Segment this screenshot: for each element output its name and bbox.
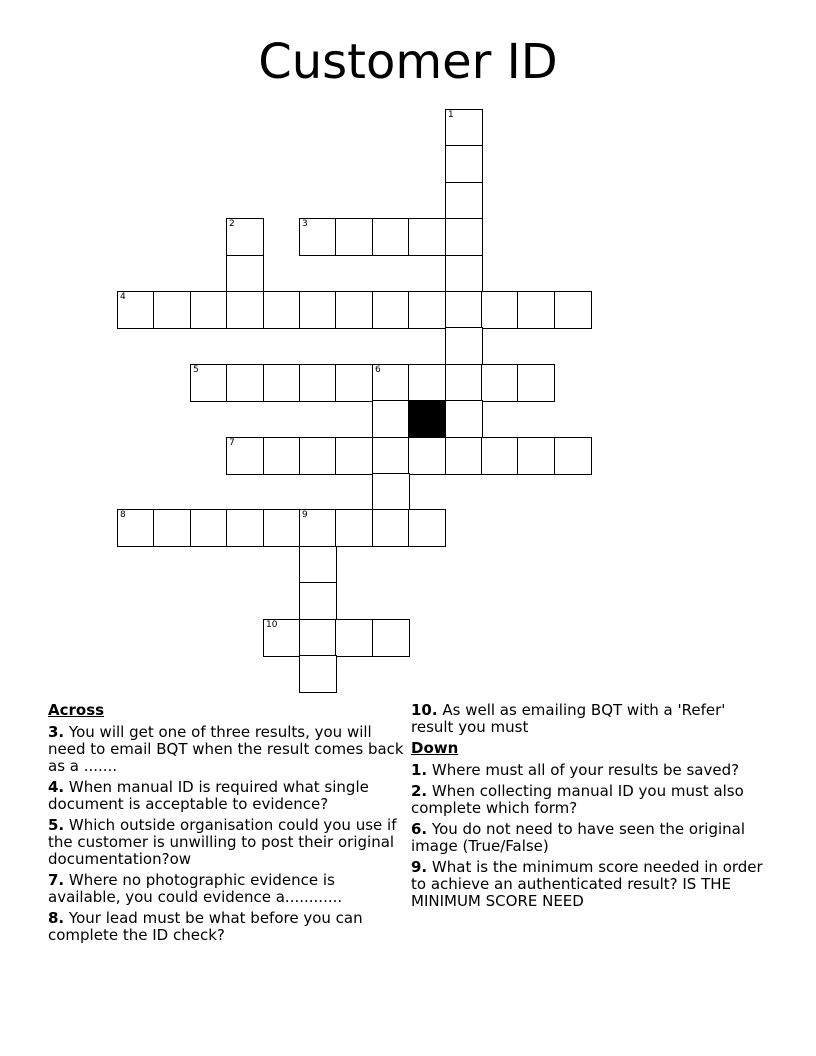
clue-number: 10. — [411, 701, 438, 719]
across-clue-8 — [48, 910, 408, 944]
clue-text: When collecting manual ID you must also complete which form? — [411, 782, 744, 817]
clue-number: 4. — [48, 778, 65, 796]
clue-number: 1. — [411, 761, 428, 779]
grid-cell[interactable] — [299, 437, 337, 475]
cell-number: 7 — [229, 438, 235, 448]
grid-cell[interactable] — [372, 619, 410, 657]
numbered-cell[interactable] — [299, 509, 337, 547]
grid-cell[interactable] — [445, 145, 483, 183]
grid-cell[interactable] — [554, 291, 592, 329]
clue-text: As well as emailing BQT with a 'Refer' result you must — [411, 701, 726, 736]
across-clue-10 — [411, 702, 771, 736]
grid-cell[interactable] — [372, 291, 410, 329]
grid-cell[interactable] — [335, 619, 373, 657]
clue-number: 9. — [411, 858, 428, 876]
cell-number: 5 — [193, 365, 199, 375]
grid-cell[interactable] — [445, 291, 483, 329]
cell-number: 8 — [120, 510, 126, 520]
numbered-cell[interactable] — [117, 291, 155, 329]
numbered-cell[interactable] — [263, 619, 301, 657]
grid-cell[interactable] — [445, 255, 483, 293]
grid-cell[interactable] — [445, 364, 483, 402]
grid-cell[interactable] — [335, 291, 373, 329]
clue-text: You will get one of three results, you will need to email BQT when the result comes back as a ....... — [48, 723, 404, 775]
grid-cell[interactable] — [299, 291, 337, 329]
cell-number: 6 — [375, 365, 381, 375]
grid-cell[interactable] — [408, 437, 446, 475]
numbered-cell[interactable] — [445, 109, 483, 147]
grid-cell[interactable] — [408, 364, 446, 402]
grid-cell[interactable] — [445, 182, 483, 220]
grid-cell[interactable] — [299, 546, 337, 584]
clue-text: When manual ID is required what single document is acceptable to evidence? — [48, 778, 369, 813]
numbered-cell[interactable] — [299, 218, 337, 256]
grid-cell[interactable] — [445, 400, 483, 438]
down-heading: Down — [411, 739, 459, 757]
grid-cell[interactable] — [226, 291, 264, 329]
clues-column-right — [411, 702, 771, 914]
clue-text: Your lead must be what before you can complete the ID check? — [48, 909, 363, 944]
grid-cell[interactable] — [408, 218, 446, 256]
cell-number: 4 — [120, 292, 126, 302]
cell-number: 9 — [302, 510, 308, 520]
cell-number: 3 — [302, 219, 308, 229]
grid-cell[interactable] — [517, 437, 555, 475]
grid-cell[interactable] — [481, 437, 519, 475]
grid-cell[interactable] — [481, 364, 519, 402]
numbered-cell[interactable] — [117, 509, 155, 547]
clue-number: 3. — [48, 723, 65, 741]
grid-cell[interactable] — [226, 255, 264, 293]
across-clue-7 — [48, 872, 408, 906]
numbered-cell[interactable] — [372, 364, 410, 402]
black-square — [408, 400, 446, 438]
grid-cell[interactable] — [190, 509, 228, 547]
clues-column-left — [48, 702, 408, 948]
grid-cell[interactable] — [299, 619, 337, 657]
clue-text: Where no photographic evidence is available, you could evidence a............ — [48, 871, 343, 906]
clue-text: Where must all of your results be saved? — [431, 761, 740, 779]
grid-cell[interactable] — [372, 437, 410, 475]
grid-cell[interactable] — [372, 218, 410, 256]
grid-cell[interactable] — [263, 437, 301, 475]
grid-cell[interactable] — [408, 509, 446, 547]
clue-number: 7. — [48, 871, 65, 889]
puzzle-title: Customer ID — [258, 34, 558, 90]
clue-text: What is the minimum score needed in order to achieve an authenticated result? IS THE MINIMUM SCORE NEED — [411, 858, 763, 910]
grid-cell[interactable] — [554, 437, 592, 475]
grid-cell[interactable] — [226, 509, 264, 547]
grid-cell[interactable] — [299, 364, 337, 402]
grid-cell[interactable] — [299, 582, 337, 620]
grid-cell[interactable] — [299, 655, 337, 693]
grid-cell[interactable] — [226, 364, 264, 402]
grid-cell[interactable] — [335, 218, 373, 256]
across-clue-3 — [48, 724, 408, 775]
grid-cell[interactable] — [190, 291, 228, 329]
grid-cell[interactable] — [372, 509, 410, 547]
grid-cell[interactable] — [372, 400, 410, 438]
grid-cell[interactable] — [153, 291, 191, 329]
numbered-cell[interactable] — [226, 218, 264, 256]
down-clue-1 — [411, 762, 771, 779]
grid-cell[interactable] — [517, 364, 555, 402]
across-clue-4 — [48, 779, 408, 813]
cell-number: 2 — [229, 219, 235, 229]
grid-cell[interactable] — [408, 291, 446, 329]
clue-number: 2. — [411, 782, 428, 800]
numbered-cell[interactable] — [190, 364, 228, 402]
grid-cell[interactable] — [335, 509, 373, 547]
clue-text: You do not need to have seen the original image (True/False) — [411, 820, 745, 855]
grid-cell[interactable] — [445, 218, 483, 256]
clue-text: Which outside organisation could you use if the customer is unwilling to post their original documentation?ow — [48, 816, 397, 868]
down-clue-9 — [411, 859, 771, 910]
grid-cell[interactable] — [263, 364, 301, 402]
grid-cell[interactable] — [335, 437, 373, 475]
grid-cell[interactable] — [372, 473, 410, 511]
clue-number: 8. — [48, 909, 65, 927]
across-clue-5 — [48, 817, 408, 868]
grid-cell[interactable] — [517, 291, 555, 329]
grid-cell[interactable] — [153, 509, 191, 547]
clue-number: 5. — [48, 816, 65, 834]
grid-cell[interactable] — [263, 291, 301, 329]
grid-cell[interactable] — [263, 509, 301, 547]
grid-cell[interactable] — [445, 437, 483, 475]
grid-cell[interactable] — [481, 291, 519, 329]
down-clue-2 — [411, 783, 771, 817]
across-heading: Across — [48, 701, 105, 719]
numbered-cell[interactable] — [226, 437, 264, 475]
cell-number: 1 — [448, 110, 454, 120]
down-clue-6 — [411, 821, 771, 855]
clue-number: 6. — [411, 820, 428, 838]
grid-cell[interactable] — [445, 327, 483, 365]
grid-cell[interactable] — [335, 364, 373, 402]
cell-number: 10 — [266, 620, 278, 630]
